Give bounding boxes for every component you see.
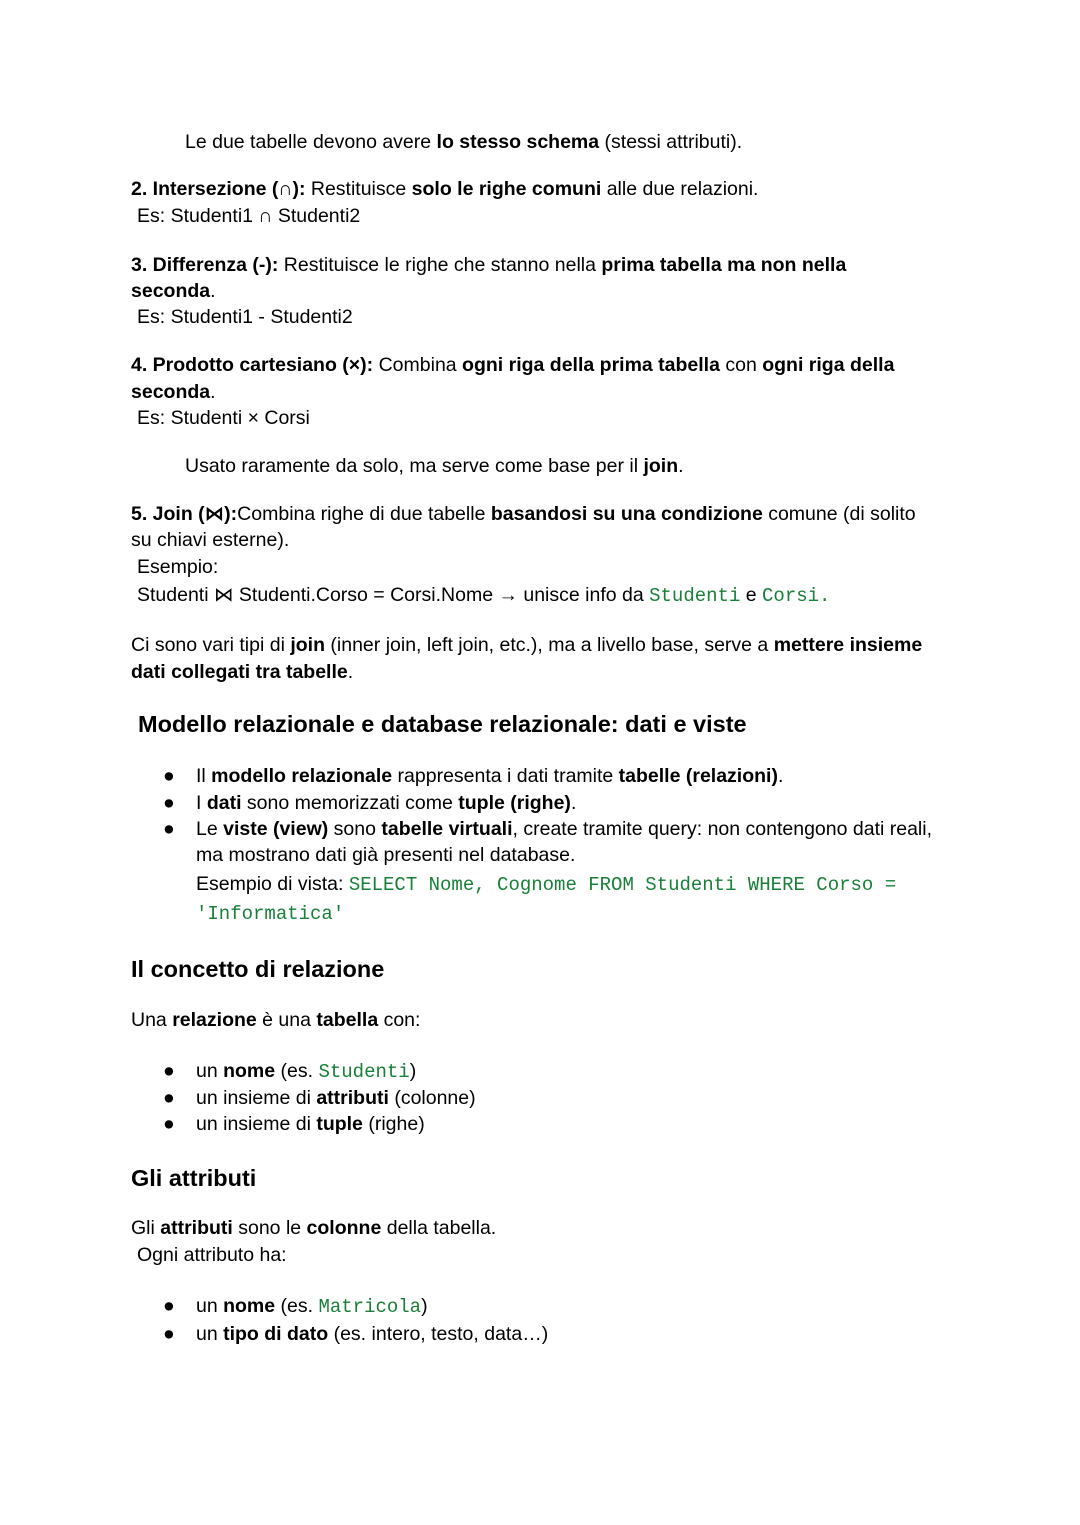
list-item: un nome (es. Studenti) — [196, 1060, 417, 1083]
union-schema-note: Le due tabelle devono avere lo stesso schema (stessi attributi). — [185, 131, 743, 153]
cartesian-definition-cont: seconda. — [131, 381, 216, 403]
attributes-intro-cont: Ogni attributo ha: — [137, 1244, 287, 1266]
list-item: Le viste (view) sono tabelle virtuali, create tramite query: non contengono dati reali, — [196, 818, 933, 840]
list-item-cont: ma mostrano dati già presenti nel database. — [196, 844, 576, 866]
intersection-definition: 2. Intersezione (∩): Restituisce solo le righe comuni alle due relazioni. — [131, 178, 759, 200]
list-item: I dati sono memorizzati come tuple (righe). — [196, 792, 577, 814]
list-item: Il modello relazionale rappresenta i dati tramite tabelle (relazioni). — [196, 765, 784, 787]
list-item: un insieme di tuple (righe) — [196, 1113, 425, 1135]
attributes-intro: Gli attributi sono le colonne della tabella. — [131, 1217, 497, 1239]
section-heading-model: Modello relazionale e database relazionale: dati e viste — [138, 711, 747, 737]
section-heading-attributes: Gli attributi — [131, 1165, 257, 1191]
section-heading-relation: Il concetto di relazione — [131, 956, 385, 982]
list-item: un tipo di dato (es. intero, testo, data…) — [196, 1323, 549, 1345]
relation-intro: Una relazione è una tabella con: — [131, 1009, 421, 1031]
intersection-example: Es: Studenti1 ∩ Studenti2 — [137, 205, 361, 227]
view-example: Esempio di vista: SELECT Nome, Cognome FROM Studenti WHERE Corso = — [196, 873, 897, 896]
bullet-dot: ● — [163, 765, 175, 787]
list-item: un insieme di attributi (colonne) — [196, 1087, 476, 1109]
cartesian-example: Es: Studenti × Corsi — [137, 407, 310, 429]
bullet-dot: ● — [163, 1323, 175, 1345]
join-types-note: Ci sono vari tipi di join (inner join, left join, etc.), ma a livello base, serve a mettere insieme — [131, 634, 923, 656]
list-item: un nome (es. Matricola) — [196, 1295, 428, 1318]
join-definition-cont: su chiavi esterne). — [131, 529, 290, 551]
bullet-dot: ● — [163, 1060, 175, 1082]
bullet-dot: ● — [163, 1295, 175, 1317]
join-definition: 5. Join (⋈):Combina righe di due tabelle basandosi su una condizione comune (di solito — [131, 503, 916, 525]
difference-definition-cont: seconda. — [131, 280, 216, 302]
view-example-cont: 'Informatica' — [196, 903, 345, 925]
bullet-dot: ● — [163, 792, 175, 814]
join-example-label: Esempio: — [137, 556, 219, 578]
cartesian-definition: 4. Prodotto cartesiano (×): Combina ogni riga della prima tabella con ogni riga della — [131, 354, 895, 376]
difference-example: Es: Studenti1 - Studenti2 — [137, 306, 353, 328]
join-types-note-cont: dati collegati tra tabelle. — [131, 661, 354, 683]
bullet-dot: ● — [163, 818, 175, 840]
cartesian-note: Usato raramente da solo, ma serve come base per il join. — [185, 455, 684, 477]
bullet-dot: ● — [163, 1087, 175, 1109]
difference-definition: 3. Differenza (-): Restituisce le righe che stanno nella prima tabella ma non nella — [131, 254, 847, 276]
bullet-dot: ● — [163, 1113, 175, 1135]
join-example: Studenti ⋈ Studenti.Corso = Corsi.Nome → unisce info da Studenti e Corsi. — [137, 584, 831, 607]
